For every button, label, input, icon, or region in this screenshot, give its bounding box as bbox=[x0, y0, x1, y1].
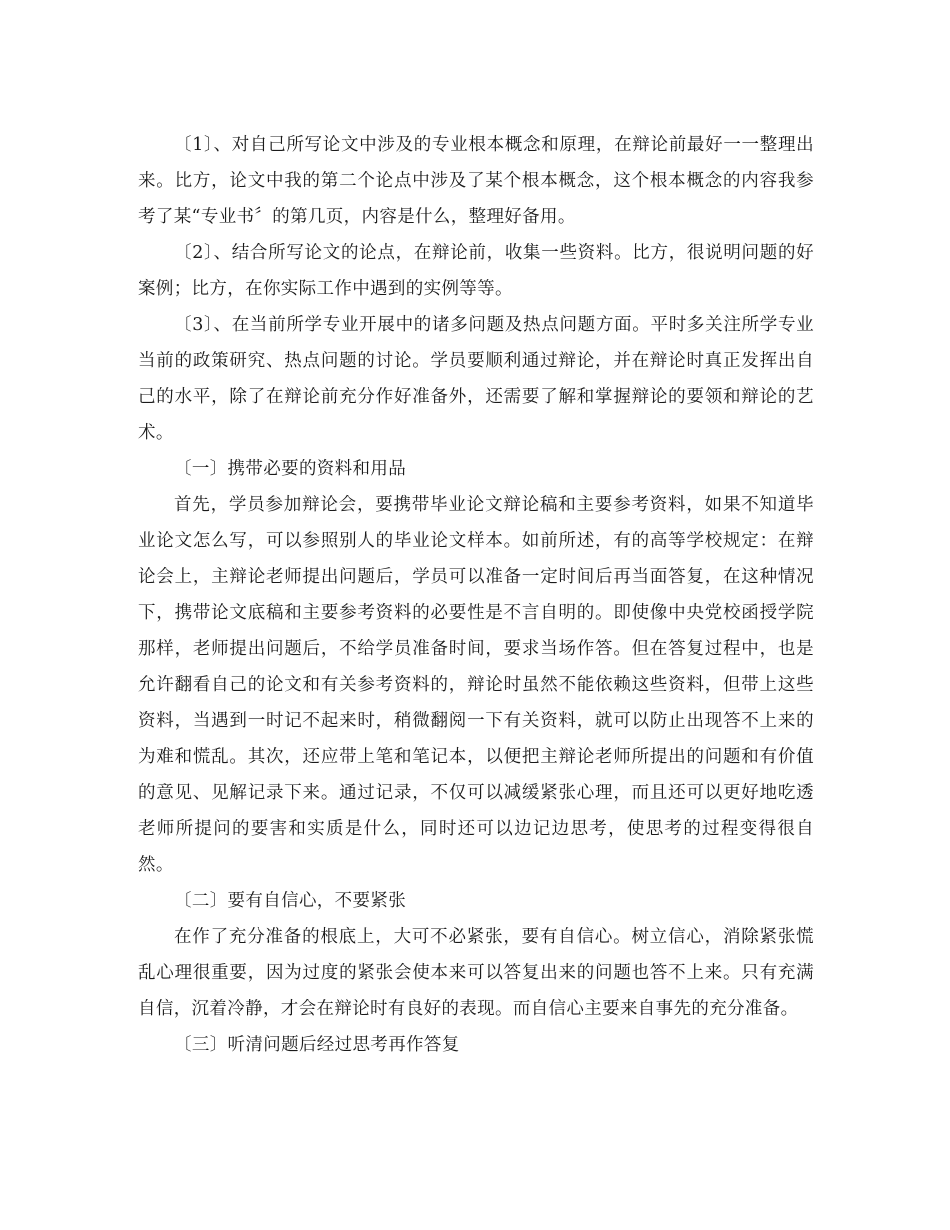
paragraph-2: 〔2〕、结合所写论文的论点，在辩论前，收集一些资料。比方，很说明问题的好案例；比方，在你实际工作中遇到的实例等等。 bbox=[138, 243, 814, 299]
paragraph-5: 在作了充分准备的根底上，大可不必紧张，要有自信心。树立信心，消除紧张慌乱心理很重要，因为过度的紧张会使本来可以答复出来的问题也答不上来。只有充满自信，沉着冷静，才会在辩论时有良好的表现。而自信心主要来自事先的充分准备。 bbox=[138, 927, 814, 1019]
document-body bbox=[138, 127, 814, 1063]
section-heading-2: 〔二〕要有自信心，不要紧张 bbox=[174, 891, 407, 911]
paragraph-4: 首先，学员参加辩论会，要携带毕业论文辩论稿和主要参考资料，如果不知道毕业论文怎么写，可以参照别人的毕业论文样本。如前所述，有的高等学校规定：在辩论会上，主辩论老师提出问题后，学员可以准备一定时间后再当面答复，在这种情况下，携带论文底稿和主要参考资料的必要性是不言自明的。即使像中央党校函授学院那样，老师提出问题后，不给学员准备时间，要求当场作答。但在答复过程中，也是允许翻看自己的论文和有关参考资料的，辩论时虽然不能依赖这些资料，但带上这些资料，当遇到一时记不起来时，稍微翻阅一下有关资料，就可以防止出现答不上来的为难和慌乱。其次，还应带上笔和笔记本，以便把主辩论老师所提出的问题和有价值的意见、见解记录下来。通过记录，不仅可以减缓紧张心理，而且还可以更好地吃透老师所提问的要害和实质是什么，同时还可以边记边思考，使思考的过程变得很自然。 bbox=[138, 495, 814, 875]
section-heading-1: 〔一〕携带必要的资料和用品 bbox=[174, 459, 407, 479]
paragraph-1: 〔1〕、对自己所写论文中涉及的专业根本概念和原理，在辩论前最好一一整理出来。比方，论文中我的第二个论点中涉及了某个根本概念，这个根本概念的内容我参考了某“专业书〞的第几页，内容是什么，整理好备用。 bbox=[138, 135, 814, 227]
section-heading-3: 〔三〕听清问题后经过思考再作答复 bbox=[174, 1035, 460, 1055]
paragraph-3: 〔3〕、在当前所学专业开展中的诸多问题及热点问题方面。平时多关注所学专业当前的政策研究、热点问题的讨论。学员要顺利通过辩论，并在辩论时真正发挥出自己的水平，除了在辩论前充分作好准备外，还需要了解和掌握辩论的要领和辩论的艺术。 bbox=[138, 315, 814, 443]
